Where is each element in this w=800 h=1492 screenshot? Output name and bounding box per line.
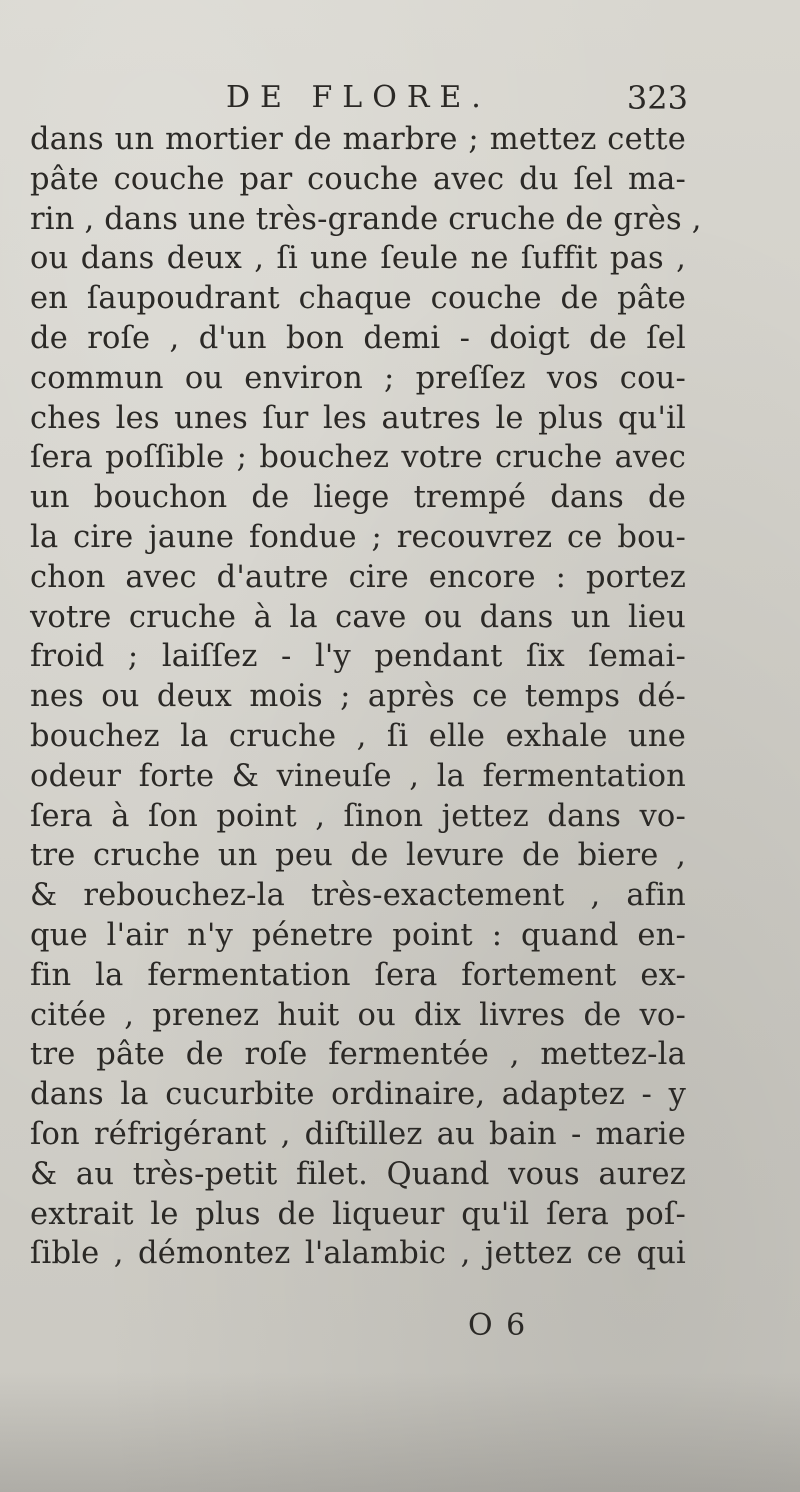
text-line: tre cruche un peu de levure de biere , [30,838,686,874]
text-line: & au très-petit filet. Quand vous aurez [30,1156,686,1192]
text-line: odeur forte & vineuſe , la fermentation [30,758,686,794]
text-line: de roſe , d'un bon demi - doigt de ſel [30,320,686,356]
text-line: ſon réfrigérant , diſtillez au bain - marie [30,1116,686,1152]
page-header [28,76,688,120]
text-line: dans un mortier de marbre ; mettez cette [30,122,686,157]
text-line: ſible , démontez l'alambic , jettez ce qui [30,1236,686,1272]
text-line: chon avec d'autre cire encore : portez [30,559,686,595]
catchword: O 6 [468,1308,528,1343]
text-line: la cire jaune fondue ; recouvrez ce bou- [30,519,686,555]
text-line: froid ; laiſſez - l'y pendant ſix ſemai- [30,639,686,675]
text-line: & rebouchez-la très-exactement , afin [30,878,686,914]
text-line: commun ou environ ; preſſez vos cou- [30,360,686,396]
text-line: ſera poſſible ; bouchez votre cruche avec [30,440,686,476]
running-head: DE FLORE. [226,80,491,115]
text-line: un bouchon de liege trempé dans de [30,480,686,516]
text-line: bouchez la cruche , ſi elle exhale une [30,718,686,754]
text-line: tre pâte de roſe fermentée , mettez-la [30,1037,686,1073]
text-line: que l'air n'y pénetre point : quand en- [30,917,686,953]
text-line: dans la cucurbite ordinaire, adaptez - y [30,1077,686,1113]
text-line: ou dans deux , ſi une ſeule ne ſuffit pas , [30,241,686,277]
text-line: citée , prenez huit ou dix livres de vo- [30,997,686,1033]
text-line: ches les unes ſur les autres le plus qu'il [30,400,686,436]
text-line: en ſaupoudrant chaque couche de pâte [30,281,686,317]
page-shadow [0,1372,800,1492]
text-line: fin la fermentation ſera fortement ex- [30,957,686,993]
text-line: ſera à ſon point , ſinon jettez dans vo- [30,798,686,834]
body-text [30,120,702,1274]
text-line: pâte couche par couche avec du ſel ma- [30,161,686,197]
text-line: extrait le plus de liqueur qu'il ſera poſ- [30,1196,686,1232]
page-number: 323 [626,79,688,117]
text-line: rin , dans une très-grande cruche de grès , [30,201,702,237]
text-line: votre cruche à la cave ou dans un lieu [30,599,686,635]
text-line: nes ou deux mois ; après ce temps dé- [30,679,686,715]
